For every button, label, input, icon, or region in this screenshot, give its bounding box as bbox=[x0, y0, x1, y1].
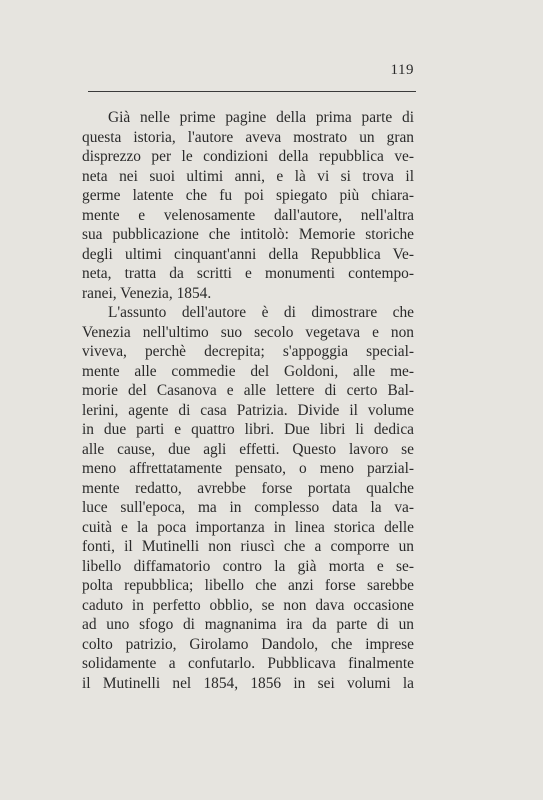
text-line: mente redatto, avrebbe forse portata qualche bbox=[82, 479, 414, 497]
text-line: L'assunto dell'autore è di dimostrare che bbox=[108, 304, 414, 321]
text-line: lerini, agente di casa Patrizia. Divide il volume bbox=[82, 401, 414, 419]
text-line: in due parti e quattro libri. Due libri li dedica bbox=[82, 421, 414, 438]
text-line: germe latente che fu poi spiegato più chiara- bbox=[82, 187, 414, 204]
body-text bbox=[82, 108, 414, 693]
text-line: ranei, Venezia, 1854. bbox=[82, 284, 212, 302]
text-line: neta, tratta da scritti e monumenti contempo- bbox=[82, 265, 414, 282]
text-line: cuità e la poca importanza in linea storica delle bbox=[82, 518, 414, 536]
text-line: alle cause, due agli effetti. Questo lavoro se bbox=[82, 440, 414, 458]
text-line: fonti, il Mutinelli non riuscì che a comporre un bbox=[82, 538, 414, 555]
text-line: il Mutinelli nel 1854, 1856 in sei volumi la bbox=[82, 674, 414, 692]
text-line: meno affrettatamente pensato, o meno parzial- bbox=[82, 460, 414, 477]
text-line: viveva, perchè decrepita; s'appoggia special- bbox=[82, 343, 414, 360]
text-line: ad uno sfogo di magnanima ira da parte di un bbox=[82, 616, 414, 633]
text-line: luce sull'epoca, ma in complesso data la va- bbox=[82, 499, 414, 516]
text-line: questa istoria, l'autore aveva mostrato un gran bbox=[82, 128, 414, 146]
text-line: caduto in perfetto obblio, se non dava occasione bbox=[82, 596, 414, 614]
text-line: degli ultimi cinquant'anni della Repubblica Ve- bbox=[82, 245, 414, 263]
text-line: neta nei suoi ultimi anni, e là vi si trova il bbox=[82, 167, 414, 185]
page-number: 119 bbox=[390, 62, 414, 78]
text-line: solidamente a confutarlo. Pubblicava finalmente bbox=[82, 655, 414, 672]
text-line: Venezia nell'ultimo suo secolo vegetava e non bbox=[82, 323, 414, 341]
header-rule bbox=[88, 91, 416, 92]
text-line: polta repubblica; libello che anzi forse sarebbe bbox=[82, 577, 414, 594]
text-line: mente e velenosamente dall'autore, nell'altra bbox=[82, 206, 414, 224]
text-line: libello diffamatorio contro la già morta e se- bbox=[82, 557, 414, 575]
text-line: mente alle commedie del Goldoni, alle me- bbox=[82, 362, 414, 380]
text-line: morie del Casanova e alle lettere di certo Bal- bbox=[82, 382, 414, 399]
text-line: disprezzo per le condizioni della repubblica ve- bbox=[82, 148, 414, 165]
text-line: colto patrizio, Girolamo Dandolo, che imprese bbox=[82, 635, 414, 653]
text-line: sua pubblicazione che intitolò: Memorie storiche bbox=[82, 226, 414, 243]
text-line: Già nelle prime pagine della prima parte di bbox=[108, 109, 414, 126]
